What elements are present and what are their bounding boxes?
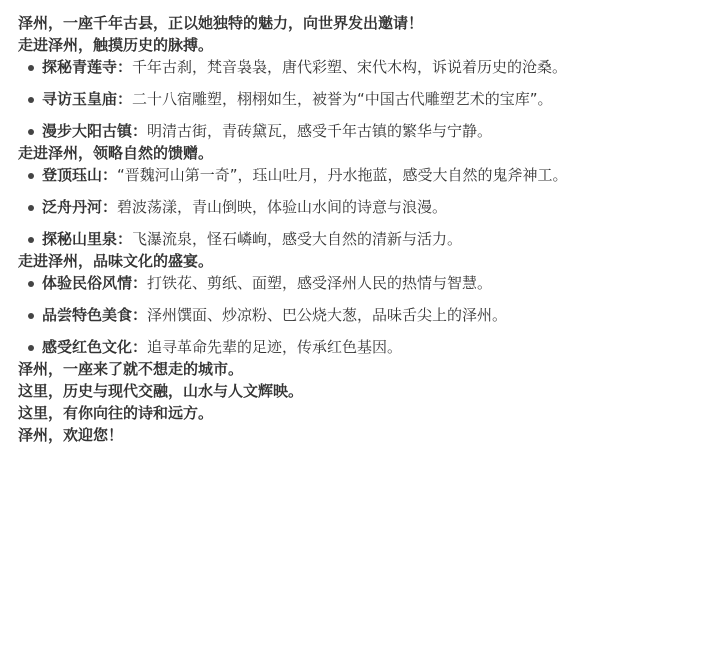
closing-line-1: 泽州，一座来了就不想走的城市。: [18, 360, 244, 378]
closing-line-4: 泽州，欢迎您！: [18, 426, 124, 444]
closing-line-2: 这里，历史与现代交融，山水与人文辉映。: [18, 382, 304, 400]
item-desc: 明清古街，青砖黛瓦，感受千年古镇的繁华与宁静。: [147, 122, 493, 140]
item-title: 探秘青莲寺：: [42, 58, 133, 76]
item-desc: 追寻革命先辈的足迹，传承红色基因。: [147, 338, 403, 356]
bullet-icon: [28, 97, 34, 103]
list-item: [18, 56, 706, 78]
closing-line-3: 这里，有你向往的诗和远方。: [18, 404, 214, 422]
section-heading-culture: 走进泽州，品味文化的盛宴。: [18, 252, 214, 270]
section-heading-history: 走进泽州，触摸历史的脉搏。: [18, 36, 214, 54]
item-title: 登顶珏山：: [42, 166, 118, 184]
list-item: [18, 336, 706, 358]
history-list: [18, 56, 706, 142]
bullet-icon: [28, 237, 34, 243]
list-item: [18, 164, 706, 186]
section-heading-nature: 走进泽州，领略自然的馈赠。: [18, 144, 214, 162]
item-desc: 泽州馔面、炒凉粉、巴公烧大葱，品味舌尖上的泽州。: [147, 306, 508, 324]
item-title: 体验民俗风情：: [42, 274, 148, 292]
item-desc: 飞瀑流泉，怪石嶙峋，感受大自然的清新与活力。: [132, 230, 463, 248]
item-title: 品尝特色美食：: [42, 306, 148, 324]
intro-paragraph: 泽州，一座千年古县，正以她独特的魅力，向世界发出邀请！: [18, 14, 424, 32]
bullet-icon: [28, 129, 34, 135]
bullet-icon: [28, 65, 34, 71]
item-desc: 碧波荡漾，青山倒映，体验山水间的诗意与浪漫。: [117, 198, 448, 216]
item-desc: “晋魏河山第一奇”，珏山吐月，丹水拖蓝，感受大自然的鬼斧神工。: [117, 166, 568, 184]
bullet-icon: [28, 205, 34, 211]
list-item: [18, 120, 706, 142]
item-title: 泛舟丹河：: [42, 198, 118, 216]
bullet-icon: [28, 313, 34, 319]
item-desc: 千年古刹，梵音袅袅，唐代彩塑、宋代木构，诉说着历史的沧桑。: [132, 58, 568, 76]
bullet-icon: [28, 345, 34, 351]
item-desc: 打铁花、剪纸、面塑，感受泽州人民的热情与智慧。: [147, 274, 493, 292]
culture-list: [18, 272, 706, 358]
list-item: [18, 228, 706, 250]
bullet-icon: [28, 173, 34, 179]
nature-list: [18, 164, 706, 250]
list-item: [18, 88, 706, 110]
bullet-icon: [28, 281, 34, 287]
item-title: 探秘山里泉：: [42, 230, 133, 248]
item-title: 感受红色文化：: [42, 338, 148, 356]
list-item: [18, 272, 706, 294]
item-title: 寻访玉皇庙：: [42, 90, 133, 108]
list-item: [18, 196, 706, 218]
item-desc: 二十八宿雕塑，栩栩如生，被誉为“中国古代雕塑艺术的宝库”。: [132, 90, 553, 108]
item-title: 漫步大阳古镇：: [42, 122, 148, 140]
list-item: [18, 304, 706, 326]
